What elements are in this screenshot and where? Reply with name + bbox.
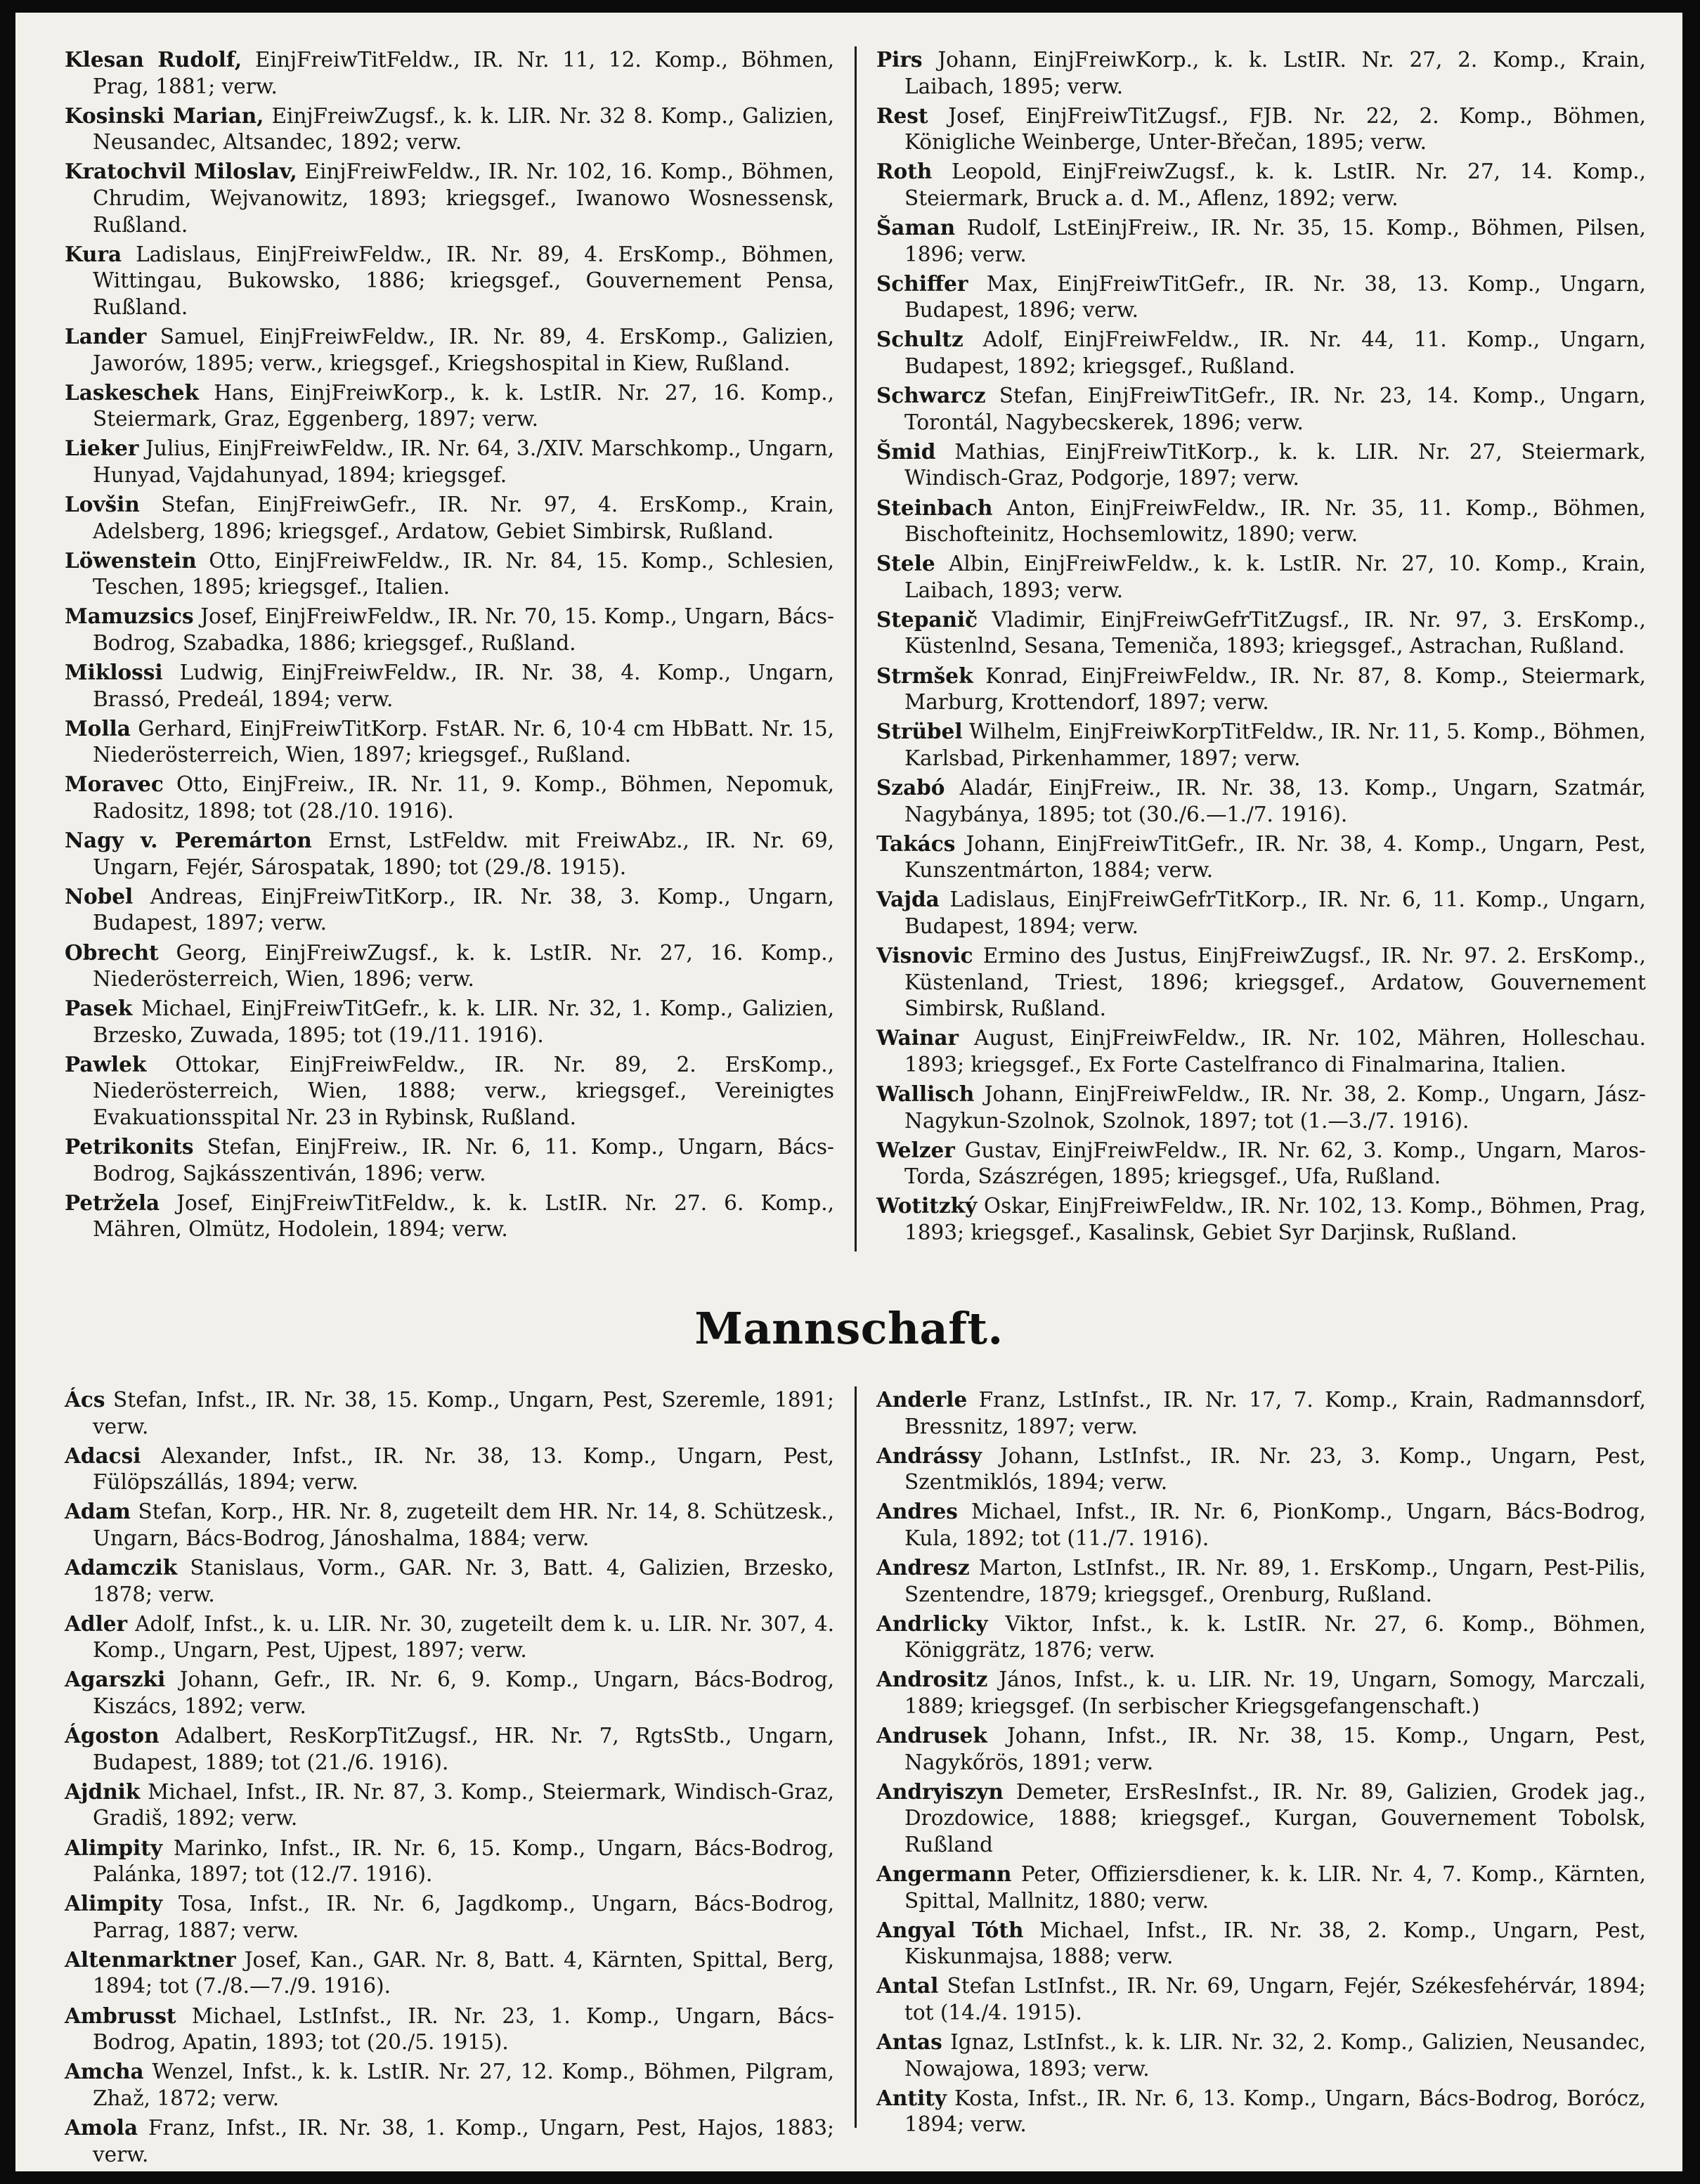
entry-name: Anderle [876, 1387, 968, 1412]
entry-details: Tosa, Infst., IR. Nr. 6, Jagdkomp., Ungarn, Bács-Bodrog, Parrag, 1887; verw. [93, 1892, 834, 1942]
list-entry [876, 1666, 1646, 1720]
entry-name: Takács [876, 831, 956, 856]
entry-details: Samuel, EinjFreiwFeldw., IR. Nr. 89, 4. ErsKomp., Galizien, Jaworów, 1895; verw., kriegsgef., Kriegshospital in Kiew, Rußland. [93, 324, 834, 375]
entry-details: Franz, Infst., IR. Nr. 38, 1. Komp., Ungarn, Pest, Hajos, 1883; verw. [93, 2115, 834, 2166]
entry-name: Vajda [876, 887, 940, 912]
entry-name: Ágoston [65, 1723, 160, 1748]
entry-details: Mathias, EinjFreiwTitKorp., k. k. LIR. Nr. 27, Steiermark, Windisch-Graz, Podgorje, 1897; verw. [904, 439, 1646, 490]
entry-details: Josef, EinjFreiwTitFeldw., k. k. LstIR. Nr. 27. 6. Komp., Mähren, Olmütz, Hodolein, 1894; verw. [93, 1190, 834, 1242]
entry-name: Wallisch [876, 1081, 975, 1106]
list-entry [876, 271, 1646, 324]
list-entry [876, 663, 1646, 716]
entry-details: Otto, EinjFreiw., IR. Nr. 11, 9. Komp., Böhmen, Nepomuk, Radositz, 1898; tot (28./10. 1916). [93, 772, 834, 824]
entry-name: Steinbach [876, 495, 993, 520]
entry-name: Ambrusst [65, 2003, 176, 2028]
list-entry [876, 550, 1646, 604]
entry-name: Rest [876, 103, 928, 128]
entry-details: Demeter, ErsResInfst., IR. Nr. 89, Galizien, Grodek jag., Drozdowice, 1888; kriegsgef., Kurgan, Gouvernement Tobolsk, Rußland [904, 1779, 1646, 1857]
entry-name: Nagy v. Peremárton [65, 828, 312, 853]
entry-details: Adolf, EinjFreiwFeldw., IR. Nr. 44, 11. Komp., Ungarn, Budapest, 1892; kriegsgef., Rußland. [904, 327, 1646, 379]
list-entry [876, 774, 1646, 828]
entry-name: Kura [65, 241, 122, 266]
list-entry [65, 715, 834, 769]
list-entry [876, 214, 1646, 268]
list-entry [65, 940, 834, 993]
entry-name: Antal [876, 1973, 939, 1998]
list-entry [65, 1611, 834, 1664]
entry-name: Kratochvil Miloslav, [65, 159, 297, 184]
entry-details: Michael, Infst., IR. Nr. 38, 2. Komp., Ungarn, Pest, Kiskunmajsa, 1888; verw. [904, 1918, 1647, 1969]
list-entry [65, 1443, 834, 1496]
list-entry [65, 1051, 834, 1131]
list-entry [65, 1835, 834, 1888]
list-entry [65, 827, 834, 880]
column-divider [855, 1386, 857, 2128]
entry-details: Stanislaus, Vorm., GAR. Nr. 3, Batt. 4, Galizien, Brzesko, 1878; verw. [93, 1556, 834, 1606]
entry-details: Michael, Infst., IR. Nr. 6, PionKomp., Ungarn, Bács-Bodrog, Kula, 1892; tot (11./7. 1916). [904, 1500, 1646, 1550]
entry-name: Angyal Tóth [876, 1917, 1024, 1942]
entry-name: Welzer [876, 1137, 955, 1162]
entry-details: Georg, EinjFreiwZugsf., k. k. LstIR. Nr. 27, 16. Komp., Niederösterreich, Wien, 1896; verw. [93, 940, 834, 992]
entry-name: Angermann [876, 1861, 1012, 1887]
list-entry [876, 158, 1646, 212]
entry-details: Ottokar, EinjFreiwFeldw., IR. Nr. 89, 2. ErsKomp., Niederösterreich, Wien, 1888; verw., kriegsgef., Vereinigtes Evakuationsspital Nr. 23 in Rybinsk, Rußland. [93, 1052, 834, 1130]
entry-details: Johann, Infst., IR. Nr. 38, 15. Komp., Ungarn, Pest, Nagykőrös, 1891; verw. [904, 1724, 1646, 1774]
list-entry [876, 495, 1646, 548]
entry-name: Lander [65, 323, 147, 349]
entry-name: Nobel [65, 883, 134, 909]
list-entry [65, 241, 834, 321]
entry-details: Konrad, EinjFreiwFeldw., IR. Nr. 87, 8. Komp., Steiermark, Marburg, Krottendorf, 1897; verw. [904, 663, 1646, 715]
list-entry [65, 1666, 834, 1720]
list-entry [65, 46, 834, 100]
entry-name: Šaman [876, 215, 956, 240]
list-entry [65, 1779, 834, 1832]
list-entry [876, 1498, 1646, 1552]
entry-details: Peter, Offiziersdiener, k. k. LIR. Nr. 4, 7. Komp., Kärnten, Spittal, Mallnitz, 1880; verw. [904, 1862, 1646, 1913]
entry-name: Roth [876, 159, 933, 184]
list-entry [876, 1917, 1646, 1970]
entry-details: Ignaz, LstInfst., k. k. LIR. Nr. 32, 2. Komp., Galizien, Neusandec, Nowajowa, 1893; verw. [904, 2030, 1646, 2081]
list-entry [65, 1133, 834, 1187]
entry-name: Schultz [876, 327, 963, 352]
entry-name: Klesan Rudolf, [65, 47, 242, 72]
entry-name: Lovšin [65, 492, 140, 516]
list-entry [65, 659, 834, 713]
entry-name: Altenmarktner [65, 1946, 236, 1972]
entry-details: János, Infst., k. u. LIR. Nr. 19, Ungarn, Somogy, Marczali, 1889; kriegsgef. (In serbischer Kriegsgefangenschaft.) [904, 1668, 1646, 1719]
list-entry [876, 103, 1646, 156]
entry-details: August, EinjFreiwFeldw., IR. Nr. 102, Mähren, Holleschau. 1893; kriegsgef., Ex Forte Castelfranco di Finalmarina, Italien. [904, 1026, 1646, 1077]
entry-name: Stepanič [876, 606, 978, 632]
entry-details: Ludwig, EinjFreiwFeldw., IR. Nr. 38, 4. Komp., Ungarn, Brassó, Predeál, 1894; verw. [93, 661, 834, 711]
entry-details: Kosta, Infst., IR. Nr. 6, 13. Komp., Ungarn, Bács-Bodrog, Borócz, 1894; verw. [904, 2086, 1646, 2137]
entry-name: Mamuzsics [65, 604, 194, 629]
entry-name: Miklossi [65, 660, 163, 685]
document-page [15, 13, 1682, 2171]
entry-name: Andrássy [876, 1443, 982, 1468]
list-entry [65, 603, 834, 656]
right-column [876, 1386, 1646, 2145]
entry-name: Pawlek [65, 1051, 147, 1077]
list-entry [65, 883, 834, 937]
column-divider [855, 46, 857, 1252]
list-entry [876, 606, 1646, 660]
entry-name: Petržela [65, 1190, 160, 1215]
entry-details: Stefan, EinjFreiwTitGefr., IR. Nr. 23, 14. Komp., Ungarn, Torontál, Nagybecskerek, 1896; verw. [904, 384, 1646, 434]
entry-details: EinjFreiwFeldw., IR. Nr. 102, 16. Komp., Böhmen, Chrudim, Wejvanowitz, 1893; kriegsgef., Iwanowo Wosnessensk, Rußland. [93, 160, 834, 237]
entry-details: Josef, EinjFreiwFeldw., IR. Nr. 70, 15. Komp., Ungarn, Bács-Bodrog, Szabadka, 1886; kriegsgef., Rußland. [93, 604, 834, 655]
entry-name: Laskeschek [65, 379, 199, 405]
entry-name: Andrlicky [876, 1611, 988, 1636]
entry-name: Pasek [65, 996, 133, 1021]
entry-name: Andryiszyn [876, 1779, 1004, 1804]
entry-details: Julius, EinjFreiwFeldw., IR. Nr. 64, 3./XIV. Marschkomp., Ungarn, Hunyad, Vajdahunyad, 1894; kriegsgef. [93, 436, 834, 487]
list-entry [876, 1025, 1646, 1078]
entry-details: Andreas, EinjFreiwTitKorp., IR. Nr. 38, 3. Komp., Ungarn, Budapest, 1897; verw. [93, 884, 834, 935]
entry-name: Moravec [65, 772, 164, 797]
entry-details: Johann, EinjFreiwTitGefr., IR. Nr. 38, 4. Komp., Ungarn, Pest, Kunszentmárton, 1884; verw. [904, 831, 1646, 883]
entry-details: Johann, EinjFreiwFeldw., IR. Nr. 38, 2. Komp., Ungarn, Jász-Nagykun-Szolnok, Szolnok, 1897; tot (1.—3./7. 1916). [904, 1081, 1646, 1133]
entry-name: Ács [65, 1387, 105, 1412]
entry-name: Ajdnik [65, 1779, 141, 1804]
left-column [65, 46, 834, 1255]
list-entry [876, 1972, 1646, 2026]
entry-details: Stefan, Korp., HR. Nr. 8, zugeteilt dem HR. Nr. 14, 8. Schützesk., Ungarn, Bács-Bodrog, Jánoshalma, 1884; verw. [93, 1500, 834, 1550]
entry-name: Szabó [876, 774, 945, 800]
left-column [65, 1386, 834, 2166]
entry-details: EinjFreiwTitFeldw., IR. Nr. 11, 12. Komp., Böhmen, Prag, 1881; verw. [93, 48, 834, 98]
entry-name: Schiffer [876, 271, 968, 296]
entry-details: Oskar, EinjFreiwFeldw., IR. Nr. 102, 13. Komp., Böhmen, Prag, 1893; kriegsgef., Kasalinsk, Gebiet Syr Darjinsk, Rußland. [904, 1194, 1646, 1244]
officer-candidates-section [65, 46, 1646, 1255]
list-entry [876, 1192, 1646, 1246]
entry-details: Johann, EinjFreiwKorp., k. k. LstIR. Nr. 27, 2. Komp., Krain, Laibach, 1895; verw. [904, 48, 1646, 98]
entry-details: Adalbert, ResKorpTitZugsf., HR. Nr. 7, RgtsStb., Ungarn, Budapest, 1889; tot (21./6. 1916). [93, 1724, 834, 1774]
list-entry [876, 718, 1646, 772]
entry-details: Hans, EinjFreiwKorp., k. k. LstIR. Nr. 27, 16. Komp., Steiermark, Graz, Eggenberg, 1897; verw. [93, 380, 834, 431]
entry-name: Obrecht [65, 940, 159, 965]
entry-name: Andresz [876, 1555, 970, 1580]
list-entry [65, 323, 834, 377]
entry-details: Ernst, LstFeldw. mit FreiwAbz., IR. Nr. 69, Ungarn, Fejér, Sárospatak, 1890; tot (29./8. 1915). [93, 828, 834, 879]
mannschaft-section [65, 1386, 1647, 2166]
list-entry [876, 2085, 1646, 2138]
list-entry [65, 1890, 834, 1944]
list-entry [876, 1443, 1646, 1496]
entry-details: Michael, Infst., IR. Nr. 87, 3. Komp., Steiermark, Windisch-Graz, Gradiš, 1892; verw. [93, 1779, 834, 1831]
entry-details: Josef, Kan., GAR. Nr. 8, Batt. 4, Kärnten, Spittal, Berg, 1894; tot (7./8.—7./9. 1916). [93, 1947, 834, 1998]
entry-name: Šmid [876, 438, 936, 464]
entry-details: Gustav, EinjFreiwFeldw., IR. Nr. 62, 3. Komp., Ungarn, Maros-Torda, Szászrégen, 1895; kriegsgef., Ufa, Rußland. [904, 1138, 1646, 1189]
entry-details: Michael, LstInfst., IR. Nr. 23, 1. Komp., Ungarn, Bács-Bodrog, Apatin, 1893; tot (20./5. 1915). [93, 2003, 834, 2055]
entry-name: Andrusek [876, 1723, 987, 1748]
entry-details: Stefan, Infst., IR. Nr. 38, 15. Komp., Ungarn, Pest, Szeremle, 1891; verw. [93, 1388, 834, 1438]
entry-name: Alimpity [65, 1891, 163, 1916]
list-entry [876, 438, 1646, 492]
entry-name: Löwenstein [65, 547, 197, 573]
list-entry [65, 1498, 834, 1552]
list-entry [65, 435, 834, 488]
list-entry [65, 771, 834, 824]
entry-details: Adolf, Infst., k. u. LIR. Nr. 30, zugeteilt dem k. u. LIR. Nr. 307, 4. Komp., Ungarn, Pest, Ujpest, 1897; verw. [93, 1611, 834, 1663]
list-entry [876, 1779, 1646, 1859]
entry-name: Antity [876, 2085, 947, 2110]
list-entry [65, 2058, 834, 2112]
entry-name: Amola [65, 2114, 138, 2140]
list-entry [65, 995, 834, 1048]
entry-details: Stefan LstInfst., IR. Nr. 69, Ungarn, Fejér, Székesfehérvár, 1894; tot (14./4. 1915). [904, 1974, 1646, 2025]
entry-name: Amcha [65, 2059, 144, 2084]
list-entry [65, 103, 834, 156]
list-entry [65, 379, 834, 433]
entry-name: Adler [65, 1611, 128, 1636]
entry-details: Gerhard, EinjFreiwTitKorp. FstAR. Nr. 6, 10·4 cm HbBatt. Nr. 15, Niederösterreich, Wien, 1897; kriegsgef., Rußland. [93, 716, 834, 767]
entry-name: Strübel [876, 719, 963, 744]
list-entry [65, 1386, 834, 1440]
entry-details: Rudolf, LstEinjFreiw., IR. Nr. 35, 15. Komp., Böhmen, Pilsen, 1896; verw. [904, 216, 1646, 266]
list-entry [65, 1190, 834, 1243]
entry-details: Michael, EinjFreiwTitGefr., k. k. LIR. Nr. 32, 1. Komp., Galizien, Brzesko, Zuwada, 1895; tot (19./11. 1916). [93, 996, 834, 1047]
entry-details: Aladár, EinjFreiw., IR. Nr. 38, 13. Komp., Ungarn, Szatmár, Nagybánya, 1895; tot (30./6.—1./7. 1916). [904, 775, 1646, 826]
entry-name: Wainar [876, 1025, 959, 1051]
entry-details: Ladislaus, EinjFreiwGefrTitKorp., IR. Nr. 6, 11. Komp., Ungarn, Budapest, 1894; verw. [904, 888, 1646, 938]
list-entry [876, 886, 1646, 940]
list-entry [65, 547, 834, 601]
entry-details: Ladislaus, EinjFreiwFeldw., IR. Nr. 89, 4. ErsKomp., Böhmen, Wittingau, Bukowsko, 1886; kriegsgef., Gouvernement Pensa, Rußland. [93, 242, 834, 319]
entry-name: Adamczik [65, 1555, 178, 1580]
entry-details: Albin, EinjFreiwFeldw., k. k. LstIR. Nr. 27, 10. Komp., Krain, Laibach, 1893; verw. [904, 552, 1646, 602]
entry-name: Strmšek [876, 663, 973, 688]
list-entry [876, 326, 1646, 379]
entry-name: Molla [65, 715, 131, 741]
list-entry [65, 2003, 834, 2056]
list-entry [876, 382, 1646, 436]
list-entry [876, 1861, 1646, 1914]
entry-name: Andres [876, 1499, 958, 1524]
entry-details: Marinko, Infst., IR. Nr. 6, 15. Komp., Ungarn, Bács-Bodrog, Palánka, 1897; tot (12./7. 1916). [93, 1835, 834, 1887]
entry-details: Anton, EinjFreiwFeldw., IR. Nr. 35, 11. Komp., Böhmen, Bischofteinitz, Hochsemlowitz, 1890; verw. [904, 495, 1646, 547]
entry-name: Kosinski Marian, [65, 103, 264, 128]
entry-details: Otto, EinjFreiwFeldw., IR. Nr. 84, 15. Komp., Schlesien, Teschen, 1895; kriegsgef., Italien. [93, 548, 834, 599]
entry-name: Petrikonits [65, 1134, 194, 1159]
list-entry [65, 2114, 834, 2168]
entry-name: Antas [876, 2029, 942, 2055]
list-entry [876, 46, 1646, 100]
list-entry [876, 1554, 1646, 1608]
list-entry [876, 1722, 1646, 1776]
list-entry [65, 1722, 834, 1776]
entry-name: Andrositz [876, 1667, 988, 1692]
entry-details: Wilhelm, EinjFreiwKorpTitFeldw., IR. Nr. 11, 5. Komp., Böhmen, Karlsbad, Pirkenhammer, 1897; verw. [904, 720, 1646, 770]
right-column [876, 46, 1646, 1255]
list-entry [65, 1554, 834, 1608]
entry-details: Marton, LstInfst., IR. Nr. 89, 1. ErsKomp., Ungarn, Pest-Pilis, Szentendre, 1879; kriegsgef., Orenburg, Rußland. [904, 1556, 1646, 1606]
list-entry [65, 158, 834, 238]
entry-name: Lieker [65, 436, 139, 461]
entry-name: Wotitzký [876, 1193, 978, 1218]
list-entry [876, 942, 1646, 1022]
entry-name: Agarszki [65, 1667, 166, 1692]
section-heading: Mannschaft. [694, 1303, 1004, 1354]
entry-details: Johann, Gefr., IR. Nr. 6, 9. Komp., Ungarn, Bács-Bodrog, Kiszács, 1892; verw. [93, 1668, 834, 1719]
entry-details: Johann, LstInfst., IR. Nr. 23, 3. Komp., Ungarn, Pest, Szentmiklós, 1894; verw. [904, 1443, 1646, 1495]
entry-details: Stefan, EinjFreiw., IR. Nr. 6, 11. Komp., Ungarn, Bács-Bodrog, Sajkásszentiván, 1896; verw. [93, 1135, 834, 1185]
entry-details: Josef, EinjFreiwTitZugsf., FJB. Nr. 22, 2. Komp., Böhmen, Königliche Weinberge, Unter-Břečan, 1895; verw. [904, 103, 1646, 155]
entry-name: Visnovic [876, 943, 973, 968]
list-entry [876, 1137, 1646, 1190]
entry-details: Stefan, EinjFreiwGefr., IR. Nr. 97, 4. ErsKomp., Krain, Adelsberg, 1896; kriegsgef., Ardatow, Gebiet Simbirsk, Rußland. [93, 493, 834, 543]
list-entry [65, 1946, 834, 2000]
entry-details: Wenzel, Infst., k. k. LstIR. Nr. 27, 12. Komp., Böhmen, Pilgram, Zhaž, 1872; verw. [93, 2060, 834, 2110]
list-entry [876, 1611, 1646, 1664]
entry-name: Stele [876, 551, 935, 576]
entry-name: Adacsi [65, 1443, 141, 1468]
entry-name: Alimpity [65, 1835, 163, 1860]
entry-name: Schwarcz [876, 383, 986, 408]
entry-details: Vladimir, EinjFreiwGefrTitZugsf., IR. Nr. 97, 3. ErsKomp., Küstenlnd, Sesana, Temeniča, 1893; kriegsgef., Astrachan, Rußland. [904, 607, 1646, 658]
entry-details: Franz, LstInfst., IR. Nr. 17, 7. Komp., Krain, Radmannsdorf, Bressnitz, 1897; verw. [904, 1388, 1646, 1438]
entry-details: Max, EinjFreiwTitGefr., IR. Nr. 38, 13. Komp., Ungarn, Budapest, 1896; verw. [904, 271, 1646, 323]
list-entry [876, 2029, 1646, 2082]
entry-name: Pirs [876, 47, 923, 72]
entry-details: Leopold, EinjFreiwZugsf., k. k. LstIR. Nr. 27, 14. Komp., Steiermark, Bruck a. d. M., Aflenz, 1892; verw. [904, 160, 1646, 210]
entry-details: EinjFreiwZugsf., k. k. LIR. Nr. 32 8. Komp., Galizien, Neusandec, Altsandec, 1892; verw. [93, 103, 834, 155]
entry-details: Viktor, Infst., k. k. LstIR. Nr. 27, 6. Komp., Böhmen, Königgrätz, 1876; verw. [904, 1611, 1646, 1663]
entry-details: Alexander, Infst., IR. Nr. 38, 13. Komp., Ungarn, Pest, Fülöpszállás, 1894; verw. [93, 1443, 834, 1495]
list-entry [65, 491, 834, 545]
entry-details: Ermino des Justus, EinjFreiwZugsf., IR. Nr. 97. 2. ErsKomp., Küstenland, Triest, 1896; kriegsgef., Ardatow, Gouvernement Simbirsk, Rußland. [904, 944, 1646, 1021]
list-entry [876, 1081, 1646, 1134]
entry-name: Adam [65, 1499, 131, 1524]
list-entry [876, 1386, 1646, 1440]
list-entry [876, 831, 1646, 884]
